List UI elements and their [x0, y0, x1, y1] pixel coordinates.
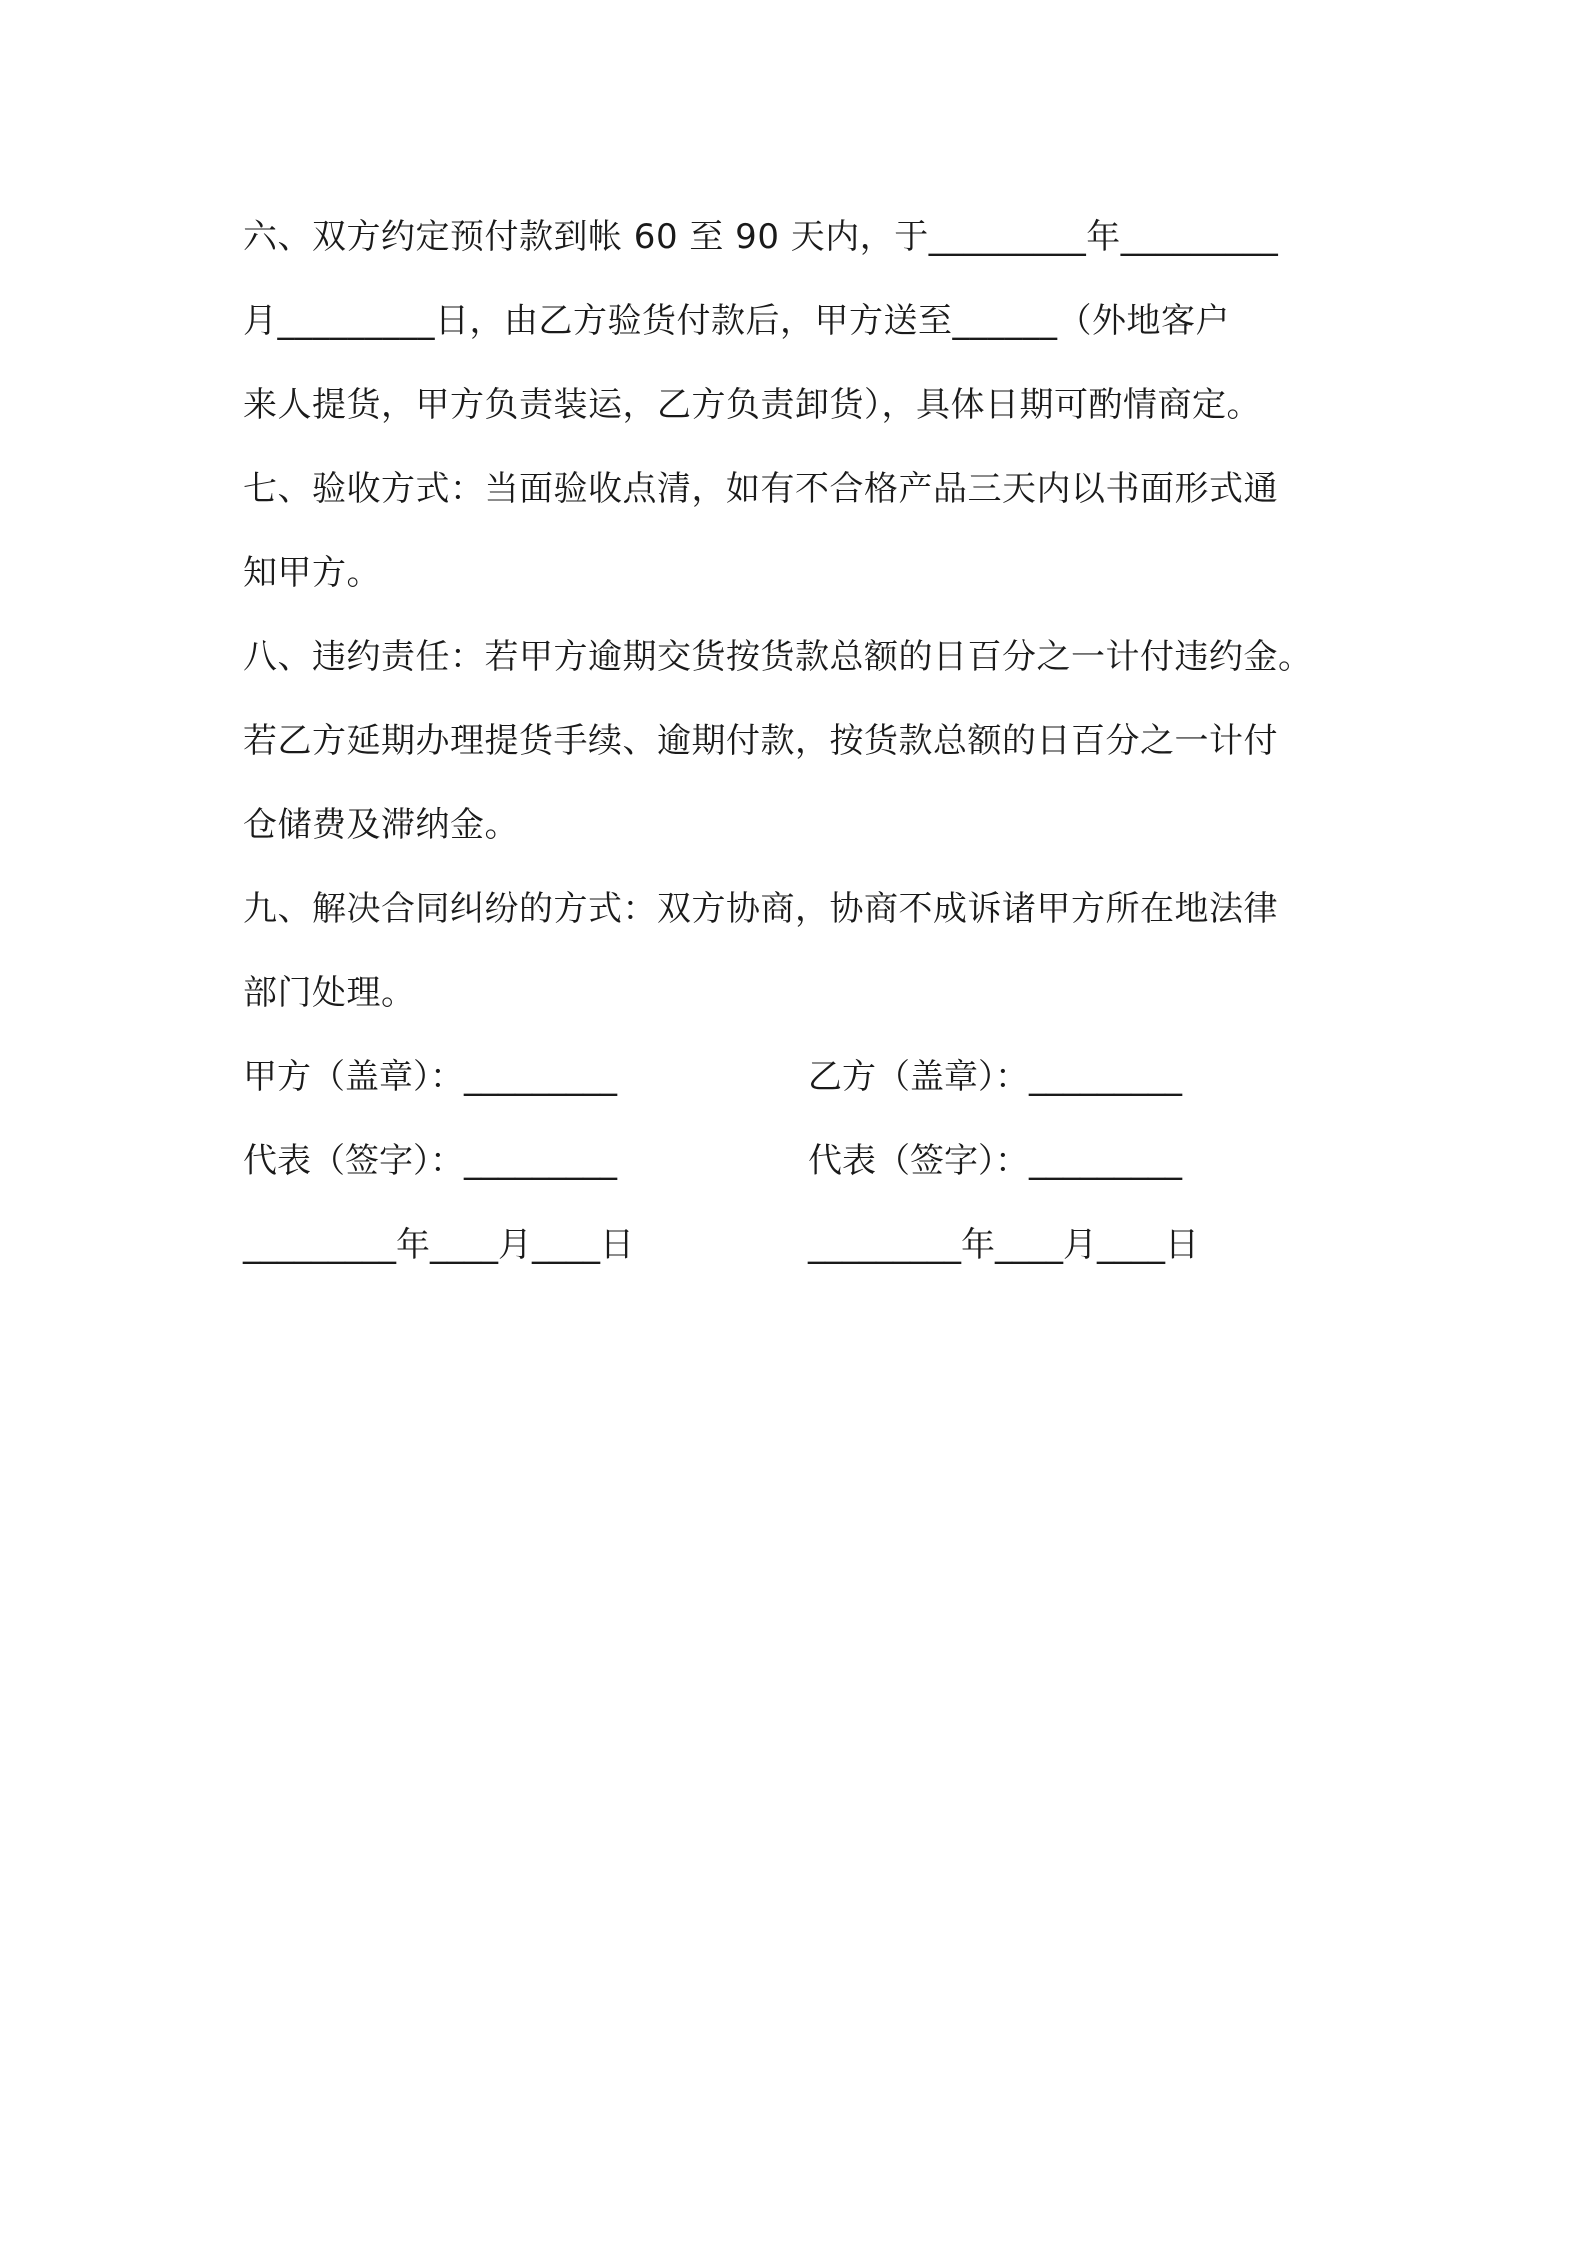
- clause-6-line-1: 六、双方约定预付款到帐 60 至 90 天内，于_________年_________: [243, 217, 1279, 257]
- party-b-representative: 代表（签字）：_________: [808, 1141, 1182, 1181]
- clause-9-line-1: 九、解决合同纠纷的方式：双方协商，协商不成诉诸甲方所在地法律: [243, 889, 1278, 929]
- party-b-date: _________年____月____日: [808, 1225, 1199, 1265]
- party-a-seal: 甲方（盖章）：_________: [243, 1057, 617, 1097]
- signature-rep-row: [243, 1119, 1363, 1203]
- clause-6-line-3: 来人提货，甲方负责装运，乙方负责卸货），具体日期可酌情商定。: [243, 385, 1261, 425]
- clause-6-line-2: 月_________日，由乙方验货付款后，甲方送至______（外地客户: [243, 301, 1230, 341]
- contract-body: [243, 195, 1363, 1287]
- party-a-date: _________年____月____日: [243, 1225, 634, 1265]
- clause-8-line-3: 仓储费及滞纳金。: [243, 805, 519, 845]
- signature-date-row: [243, 1203, 1363, 1287]
- clause-8-line-1: 八、违约责任：若甲方逾期交货按货款总额的日百分之一计付违约金。: [243, 637, 1313, 677]
- signature-seal-row: [243, 1035, 1363, 1119]
- clause-8-line-2: 若乙方延期办理提货手续、逾期付款，按货款总额的日百分之一计付: [243, 721, 1278, 761]
- party-b-seal: 乙方（盖章）：_________: [808, 1057, 1182, 1097]
- clause-7-line-2: 知甲方。: [243, 553, 381, 593]
- clause-9-line-2: 部门处理。: [243, 973, 416, 1013]
- party-a-representative: 代表（签字）：_________: [243, 1141, 617, 1181]
- clause-7-line-1: 七、验收方式：当面验收点清，如有不合格产品三天内以书面形式通: [243, 469, 1278, 509]
